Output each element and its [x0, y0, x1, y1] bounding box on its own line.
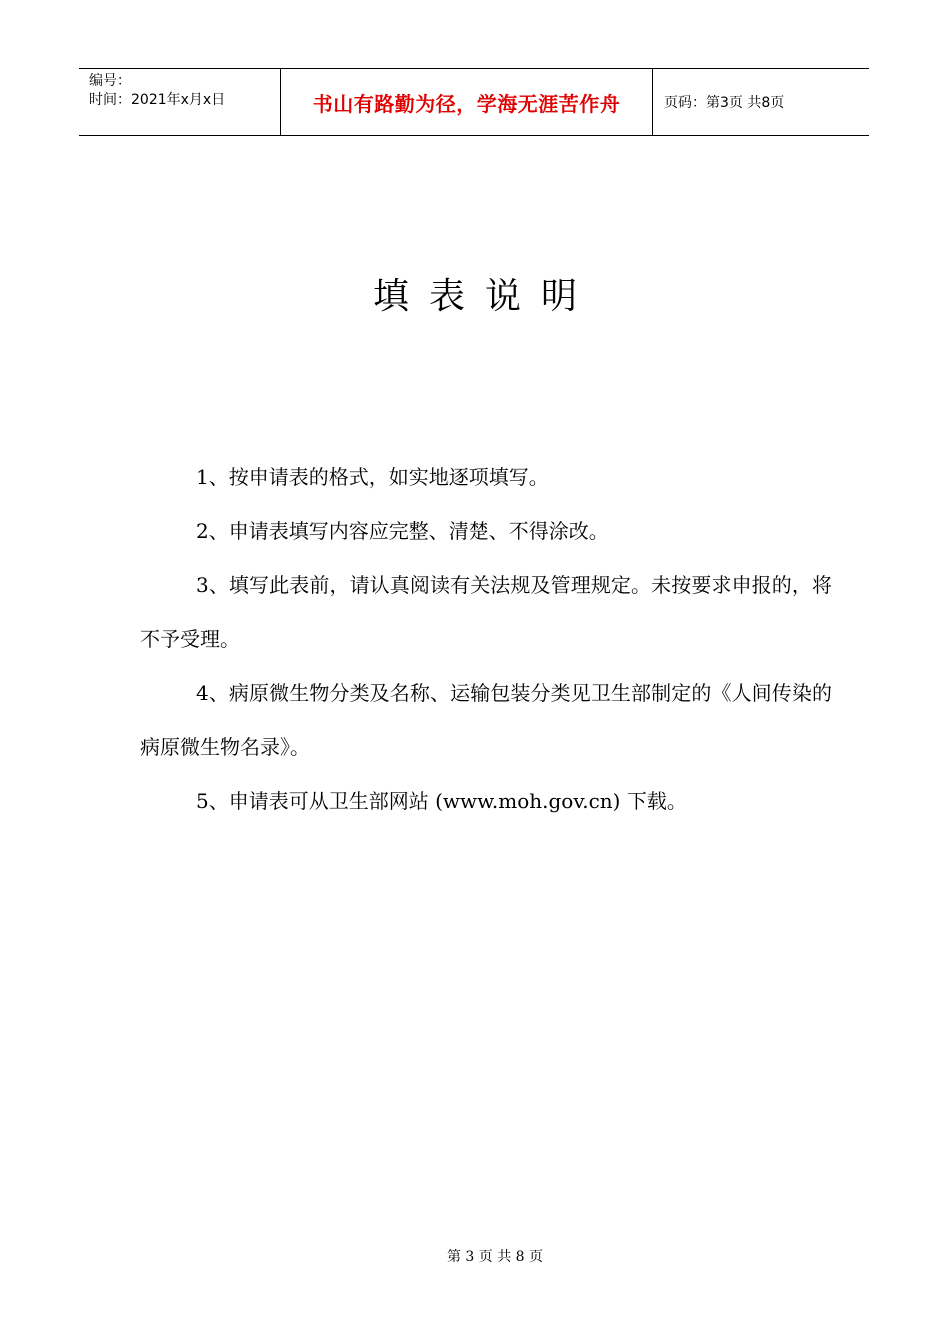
- serial-number-label: 编号：: [89, 73, 131, 89]
- instructions-list: [140, 450, 832, 828]
- instruction-item: 2、申请表填写内容应完整、清楚、不得涂改。: [196, 519, 609, 543]
- instruction-item: 1、按申请表的格式，如实地逐项填写。: [196, 465, 549, 489]
- header-motto: 书山有路勤为径，学海无涯苦作舟: [312, 91, 621, 116]
- date-label: 时间：2021年x月x日: [89, 92, 226, 108]
- instruction-item: 5、申请表可从卫生部网站 (www.moh.gov.cn) 下载。: [196, 789, 687, 813]
- header-page-info: 页码：第3页 共8页: [664, 95, 785, 111]
- instruction-item: 4、病原微生物分类及名称、运输包装分类见卫生部制定的《人间传染的病原微生物名录》。: [140, 681, 832, 759]
- page-footer: 第 3 页 共 8 页: [446, 1249, 544, 1265]
- header-divider: [652, 69, 653, 135]
- document-header: [79, 68, 869, 136]
- header-meta: [89, 72, 225, 110]
- page-title: 填表说明: [372, 276, 597, 317]
- instruction-item: 3、填写此表前，请认真阅读有关法规及管理规定。未按要求申报的，将不予受理。: [140, 573, 832, 651]
